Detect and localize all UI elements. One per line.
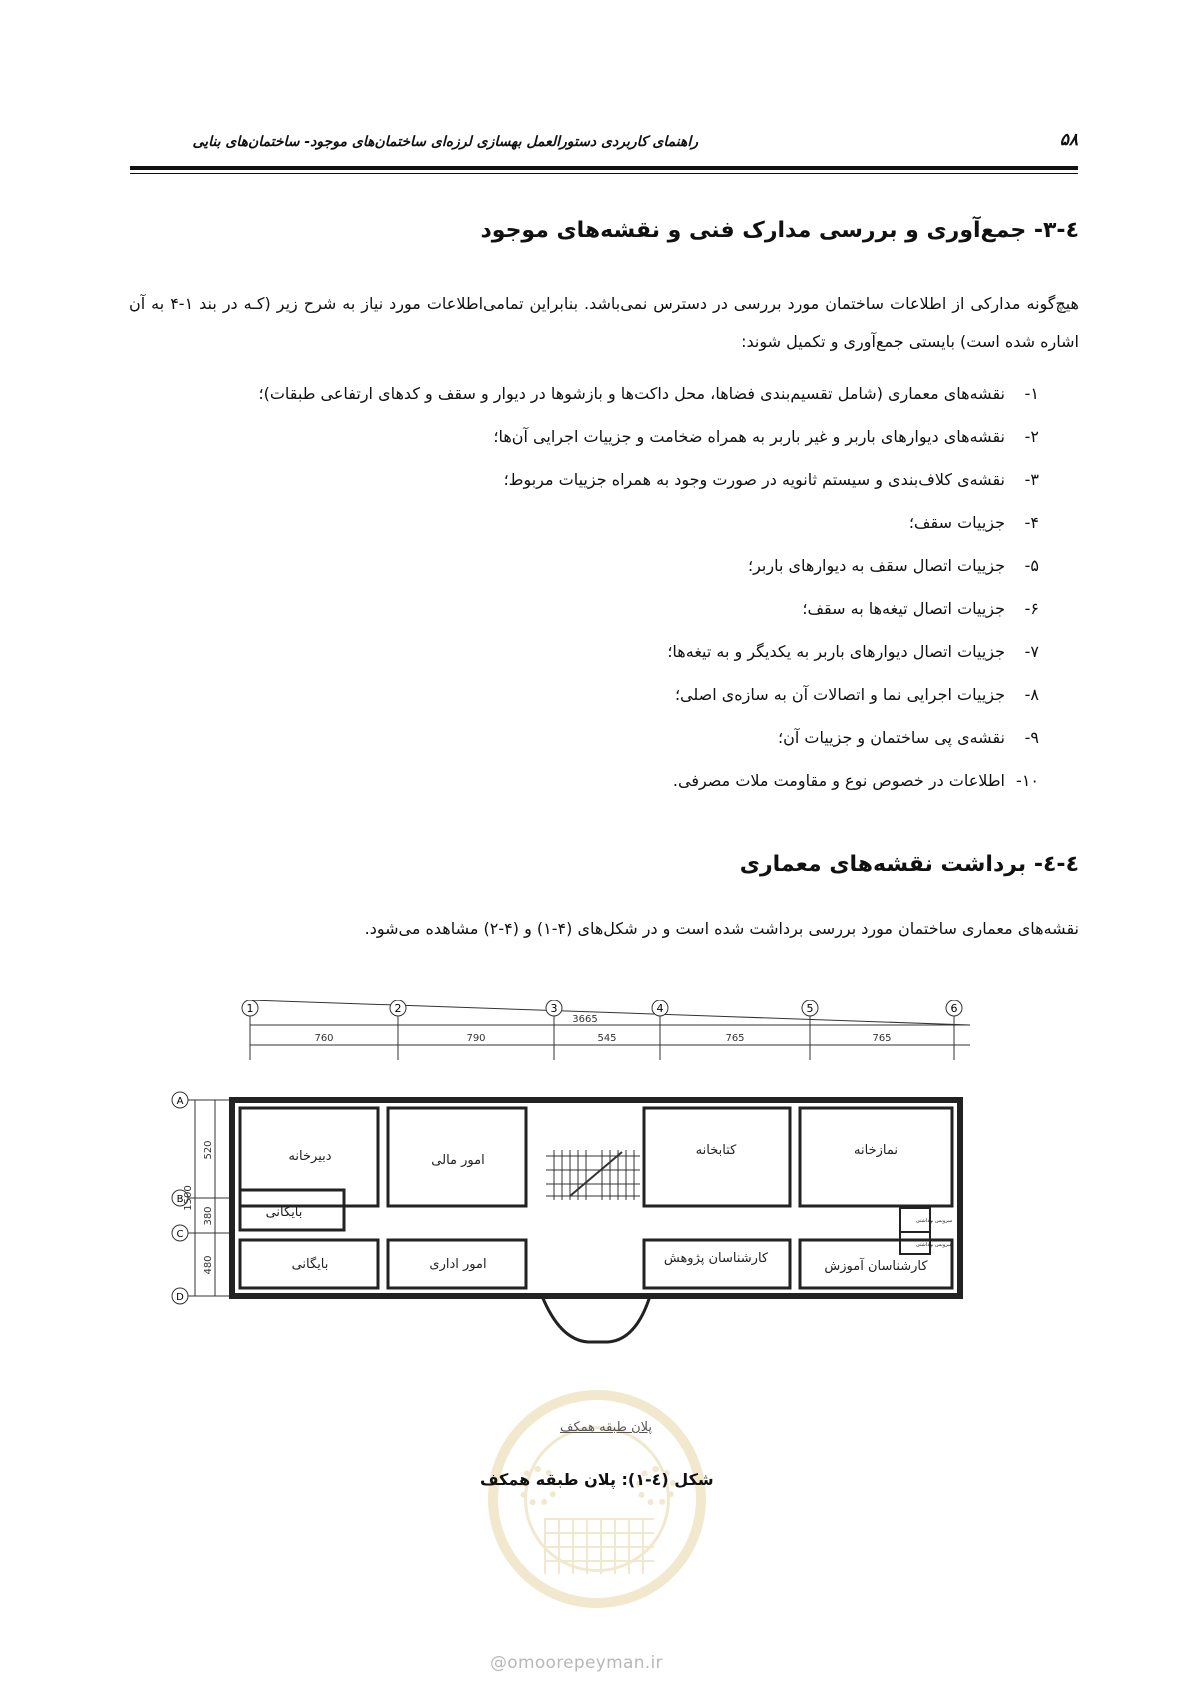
list-item <box>259 716 1039 759</box>
room-label: امور اداری <box>429 1257 487 1272</box>
axis-label: C <box>176 1229 184 1240</box>
section-paragraph: نقشه‌های معماری ساختمان مورد بررسی برداشت شده است و در شکل‌های (۴-۱) و (۴-۲) مشاهده می‌شود. <box>364 919 1079 938</box>
axis-label: 5 <box>806 1002 814 1015</box>
list-number: ۲- <box>1024 427 1039 446</box>
building-walls <box>232 1100 960 1342</box>
list-item <box>259 415 1039 458</box>
list-number: ۹- <box>1024 728 1039 747</box>
room-label: سرویس بهداشتی <box>915 1218 953 1224</box>
dimension-label: 760 <box>314 1033 334 1044</box>
list-item <box>259 587 1039 630</box>
overall-dimension: 3665 <box>572 1014 598 1025</box>
list-number: ۳- <box>1024 470 1039 489</box>
page-header <box>130 128 1078 158</box>
room-label: بایگانی <box>265 1205 303 1220</box>
dimension-label: 765 <box>725 1033 745 1044</box>
axis-label: 1 <box>246 1002 254 1015</box>
room-label: کتابخانه <box>695 1143 737 1158</box>
list-text: نقشه‌های معماری (شامل تقسیم‌بندی فضاها، محل داکت‌ها و بازشوها در دیوار و سقف و کدهای ارتفاعی طبقات)؛ <box>258 384 1005 403</box>
list-number: ۶- <box>1024 599 1039 618</box>
stamp-grid <box>544 1518 654 1574</box>
staircase <box>546 1150 640 1200</box>
list-number: ۱- <box>1024 384 1039 403</box>
list-text: نقشه‌های دیوارهای باربر و غیر باربر به همراه ضخامت و جزییات اجرایی آن‌ها؛ <box>493 427 1005 446</box>
list-text: جزییات اجرایی نما و اتصالات آن به سازه‌ی اصلی؛ <box>674 685 1005 704</box>
header-rule-thin <box>130 173 1078 174</box>
room-label: امور مالی <box>431 1153 485 1168</box>
list-text: جزییات اتصال تیغه‌ها به سقف؛ <box>802 599 1005 618</box>
list-item <box>259 458 1039 501</box>
list-text: اطلاعات در خصوص نوع و مقاومت ملات مصرفی. <box>672 771 1005 790</box>
dimension-label: 380 <box>203 1206 214 1226</box>
list-item <box>259 673 1039 716</box>
list-number: ۴- <box>1024 513 1039 532</box>
list-text: جزییات اتصال دیوارهای باربر به یکدیگر و به تیغه‌ها؛ <box>667 642 1005 661</box>
axis-label: A <box>176 1096 184 1107</box>
section-heading-4-4: ٤-٤- برداشت نقشه‌های معماری <box>739 852 1079 877</box>
list-item <box>259 630 1039 673</box>
list-item <box>259 501 1039 544</box>
grid-axis-top <box>242 1000 962 1016</box>
running-title: راهنمای کاربردی دستورالعمل بهسازی لرزه‌ای ساختمان‌های موجود- ساختمان‌های بنایی <box>192 134 698 150</box>
list-text: نقشه‌ی کلاف‌بندی و سیستم ثانویه در صورت وجود به همراه جزییات مربوط؛ <box>503 470 1005 489</box>
axis-label: D <box>176 1292 184 1303</box>
room-label: دبیرخانه <box>288 1149 332 1164</box>
dimension-label: 480 <box>203 1255 214 1275</box>
dimension-label: 520 <box>203 1140 214 1160</box>
list-text: نقشه‌ی پی ساختمان و جزییات آن؛ <box>778 728 1005 747</box>
list-text: جزییات سقف؛ <box>908 513 1005 532</box>
list-number: ۵- <box>1024 556 1039 575</box>
list-item <box>259 372 1039 415</box>
requirements-list <box>259 372 1039 802</box>
watermark-site: @omoorepeyman.ir <box>490 1653 663 1673</box>
dimension-label: 1500 <box>183 1185 194 1211</box>
handwritten-caption: پلان طبقه همکف <box>560 1420 653 1435</box>
room-label: کارشناسان آموزش <box>824 1259 928 1274</box>
room-label: بایگانی <box>291 1257 329 1272</box>
list-item <box>259 544 1039 587</box>
room-label: نمازخانه <box>854 1143 898 1158</box>
list-number: ۱۰- <box>1016 771 1039 790</box>
floor-plan <box>170 1000 1030 1400</box>
room-label: کارشناسان پژوهش <box>663 1251 769 1266</box>
dimension-label: 545 <box>597 1033 617 1044</box>
section-heading-4-3: ٤-۳- جمع‌آوری و بررسی مدارک فنی و نقشه‌های موجود <box>480 218 1079 243</box>
axis-label: 3 <box>550 1002 558 1015</box>
section-paragraph: هیچ‌گونه مدارکی از اطلاعات ساختمان مورد بررسی در دسترس نمی‌باشد. بنابراین تمامی‌اطلاعات مورد نیاز به شرح زیر (کـه در بند ۱-۴ به آن اشاره شده است) بایستی جمع‌آوری و تکمیل شوند: <box>129 294 1079 351</box>
dimension-label: 790 <box>466 1033 486 1044</box>
list-item <box>259 759 1039 802</box>
axis-label: 6 <box>950 1002 958 1015</box>
header-rule-thick <box>130 166 1078 170</box>
axis-label: B <box>176 1194 184 1205</box>
axis-label: 4 <box>656 1002 664 1015</box>
figure-caption: شکل (٤-۱): پلان طبقه همکف <box>480 1470 714 1489</box>
dimension-label: 765 <box>872 1033 892 1044</box>
list-text: جزییات اتصال سقف به دیوارهای باربر؛ <box>747 556 1005 575</box>
list-number: ۸- <box>1024 685 1039 704</box>
list-number: ۷- <box>1024 642 1039 661</box>
axis-label: 2 <box>394 1002 402 1015</box>
room-label: سرویس بهداشتی <box>915 1242 953 1248</box>
page-number: ۵۸ <box>1059 130 1078 150</box>
